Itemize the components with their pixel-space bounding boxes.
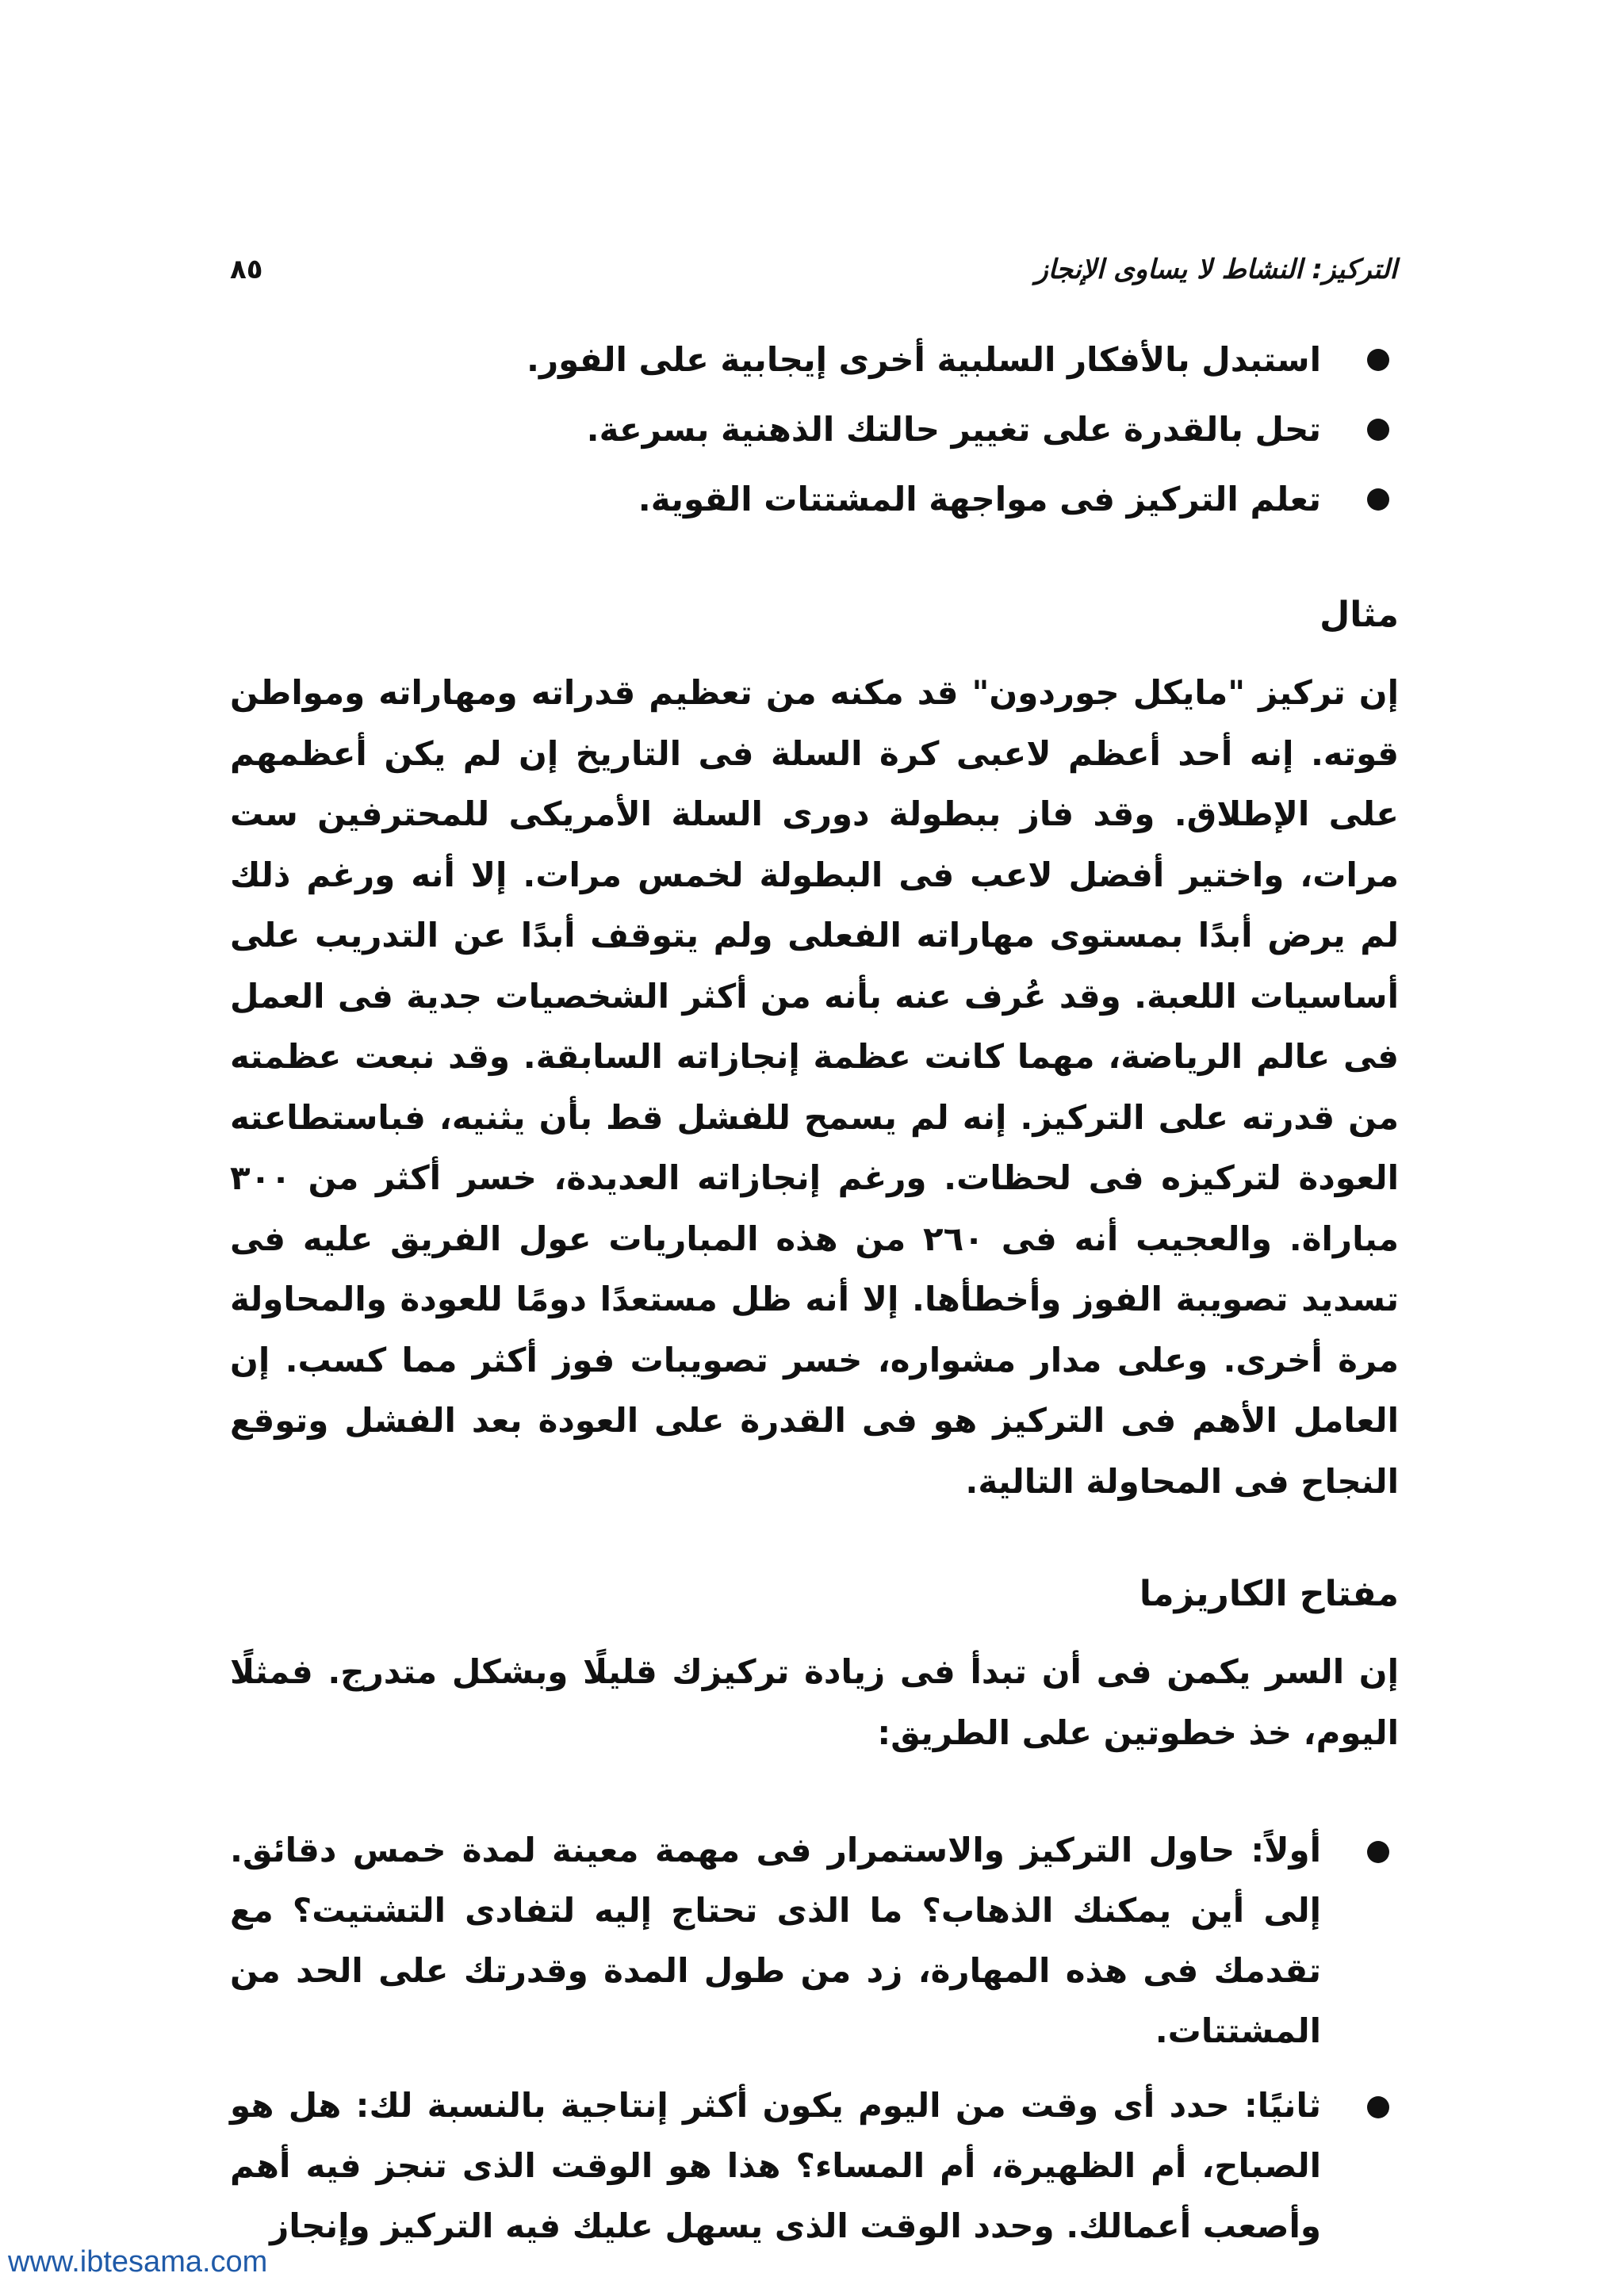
list-item-text: ثانيًا: حدد أى وقت من اليوم يكون أكثر إنتاجية بالنسبة لك: هل هو الصباح، أم الظهيرة، أم المساء؟ هذا هو الوقت الذى تنجز فيه أهم وأصعب أعمالك. وحدد الوقت الذى يسهل عليك فيه التركيز وإنجاز [230,2086,1321,2245]
running-header [230,250,1397,289]
list-item-text: أولاً: حاول التركيز والاستمرار فى مهمة معينة لمدة خمس دقائق. إلى أين يمكنك الذهاب؟ ما الذى تحتاج إليه لتفادى التشتيت؟ مع تقدمك فى هذه المهارة، زد من طول المدة وقدرتك على الحد من المشتتات. [230,1831,1321,2050]
charisma-key-paragraph: إن السر يكمن فى أن تبدأ فى زيادة تركيزك قليلًا وبشكل متدرج. فمثلًا اليوم، خذ خطوتين على الطريق: [230,1652,1399,1752]
list-item [230,325,1399,395]
bullet-icon [1367,419,1389,441]
list-item [230,2076,1399,2256]
list-item [230,465,1399,534]
list-item-text: تحل بالقدرة على تغيير حالتك الذهنية بسرعة. [586,410,1321,449]
list-item [230,395,1399,465]
bullet-icon [1367,488,1389,511]
page-number: ٨٥ [230,254,263,285]
example-paragraph: إن تركيز "مايكل جوردون" قد مكنه من تعظيم قدراته ومهاراته ومواطن قوته. إنه أحد أعظم لاعبى كرة السلة فى التاريخ إن لم يكن أعظمهم على الإطلاق. وقد فاز ببطولة دورى السلة الأمريكى للمحترفين ست مرات، واختير أفضل لاعب فى البطولة لخمس مرات. إلا أنه ورغم ذلك لم يرض أبدًا بمستوى مهاراته الفعلى ولم يتوقف أبدًا عن التدريب على أساسيات اللعبة. وقد عُرف عنه بأنه من أكثر الشخصيات جدية فى العمل فى عالم الرياضة، مهما كانت عظمة إنجازاته السابقة. وقد نبعت عظمته من قدرته على التركيز. إنه لم يسمح للفشل قط بأن يثنيه، فباستطاعته العودة لتركيزه فى لحظات. ورغم إنجازاته العديدة، خسر أكثر من ٣٠٠ مباراة. والعجيب أنه فى ٢٦٠ من هذه المباريات عول الفريق عليه فى تسديد تصويبة الفوز وأخطأها. إلا أنه ظل مستعدًا دومًا للعودة والمحاولة مرة أخرى. وعلى مدار مشواره، خسر تصويبات فوز أكثر مما كسب. إن العامل الأهم فى التركيز هو فى القدرة على العودة بعد الفشل وتوقع النجاح فى المحاولة التالية. [230,673,1399,1501]
charisma-key-heading: مفتاح الكاريزما [1139,1574,1399,1614]
bullet-icon [1367,1841,1389,1863]
intro-bullet-list [230,325,1399,534]
website-watermark: www.ibtesama.com [8,2245,268,2279]
bullet-icon [1367,349,1389,371]
list-item-text: تعلم التركيز فى مواجهة المشتتات القوية. [638,480,1321,519]
example-heading: مثال [1320,595,1399,635]
bullet-icon [1367,2096,1389,2118]
chapter-running-title: التركيز: النشاط لا يساوى الإنجاز [1035,254,1397,285]
steps-bullet-list [230,1820,1399,2256]
list-item [230,1820,1399,2061]
list-item-text: استبدل بالأفكار السلبية أخرى إيجابية على الفور. [527,340,1321,379]
page-content [230,325,1399,2271]
